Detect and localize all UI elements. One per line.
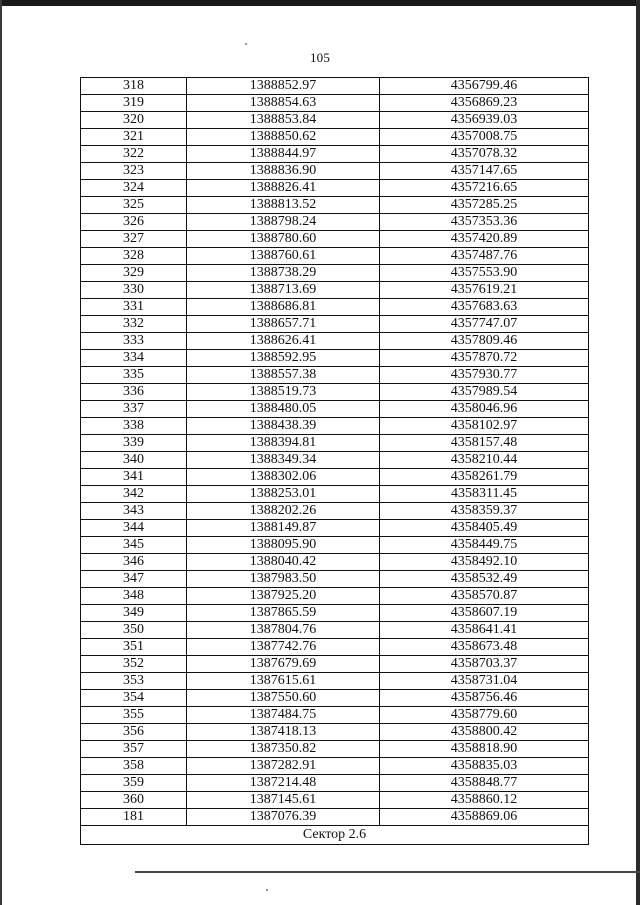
table-row (81, 265, 589, 282)
table-row (81, 78, 589, 95)
x-coordinate-cell: 1387282.91 (187, 758, 380, 775)
table-row (81, 435, 589, 452)
table-row (81, 469, 589, 486)
x-coordinate-cell: 1388798.24 (187, 214, 380, 231)
y-coordinate-cell: 4356939.03 (380, 112, 589, 129)
y-coordinate-cell: 4358311.45 (380, 486, 589, 503)
point-number-cell: 320 (81, 112, 187, 129)
y-coordinate-cell: 4358210.44 (380, 452, 589, 469)
x-coordinate-cell: 1388349.34 (187, 452, 380, 469)
coordinates-table-container (80, 77, 588, 845)
table-row (81, 809, 589, 826)
table-row (81, 299, 589, 316)
point-number-cell: 341 (81, 469, 187, 486)
point-number-cell: 181 (81, 809, 187, 826)
x-coordinate-cell: 1388686.81 (187, 299, 380, 316)
point-number-cell: 354 (81, 690, 187, 707)
y-coordinate-cell: 4357285.25 (380, 197, 589, 214)
y-coordinate-cell: 4358492.10 (380, 554, 589, 571)
point-number-cell: 337 (81, 401, 187, 418)
table-body (81, 78, 589, 826)
scan-bottom-line (135, 871, 640, 873)
y-coordinate-cell: 4358157.48 (380, 435, 589, 452)
x-coordinate-cell: 1388202.26 (187, 503, 380, 520)
point-number-cell: 326 (81, 214, 187, 231)
y-coordinate-cell: 4358261.79 (380, 469, 589, 486)
y-coordinate-cell: 4357216.65 (380, 180, 589, 197)
point-number-cell: 356 (81, 724, 187, 741)
y-coordinate-cell: 4358359.37 (380, 503, 589, 520)
table-row (81, 622, 589, 639)
table-row (81, 146, 589, 163)
point-number-cell: 319 (81, 95, 187, 112)
table-row (81, 197, 589, 214)
y-coordinate-cell: 4358102.97 (380, 418, 589, 435)
point-number-cell: 318 (81, 78, 187, 95)
point-number-cell: 346 (81, 554, 187, 571)
point-number-cell: 335 (81, 367, 187, 384)
point-number-cell: 332 (81, 316, 187, 333)
y-coordinate-cell: 4356869.23 (380, 95, 589, 112)
point-number-cell: 345 (81, 537, 187, 554)
x-coordinate-cell: 1388780.60 (187, 231, 380, 248)
table-row (81, 452, 589, 469)
scan-right-border (636, 0, 640, 905)
point-number-cell: 329 (81, 265, 187, 282)
scan-speck (266, 889, 268, 891)
y-coordinate-cell: 4357809.46 (380, 333, 589, 350)
table-row (81, 554, 589, 571)
y-coordinate-cell: 4357683.63 (380, 299, 589, 316)
point-number-cell: 340 (81, 452, 187, 469)
table-row (81, 163, 589, 180)
x-coordinate-cell: 1387804.76 (187, 622, 380, 639)
point-number-cell: 324 (81, 180, 187, 197)
point-number-cell: 357 (81, 741, 187, 758)
x-coordinate-cell: 1388844.97 (187, 146, 380, 163)
point-number-cell: 323 (81, 163, 187, 180)
point-number-cell: 344 (81, 520, 187, 537)
table-row (81, 367, 589, 384)
y-coordinate-cell: 4358800.42 (380, 724, 589, 741)
y-coordinate-cell: 4358703.37 (380, 656, 589, 673)
y-coordinate-cell: 4358835.03 (380, 758, 589, 775)
x-coordinate-cell: 1388813.52 (187, 197, 380, 214)
y-coordinate-cell: 4358532.49 (380, 571, 589, 588)
table-row (81, 656, 589, 673)
table-row (81, 214, 589, 231)
table-row (81, 503, 589, 520)
x-coordinate-cell: 1388253.01 (187, 486, 380, 503)
point-number-cell: 348 (81, 588, 187, 605)
table-row (81, 248, 589, 265)
point-number-cell: 336 (81, 384, 187, 401)
x-coordinate-cell: 1388149.87 (187, 520, 380, 537)
x-coordinate-cell: 1388040.42 (187, 554, 380, 571)
y-coordinate-cell: 4358869.06 (380, 809, 589, 826)
point-number-cell: 353 (81, 673, 187, 690)
table-row (81, 129, 589, 146)
table-footer-row (81, 826, 589, 845)
y-coordinate-cell: 4356799.46 (380, 78, 589, 95)
table-row (81, 486, 589, 503)
point-number-cell: 359 (81, 775, 187, 792)
y-coordinate-cell: 4357930.77 (380, 367, 589, 384)
table-row (81, 707, 589, 724)
x-coordinate-cell: 1387145.61 (187, 792, 380, 809)
table-row (81, 520, 589, 537)
x-coordinate-cell: 1388852.97 (187, 78, 380, 95)
point-number-cell: 331 (81, 299, 187, 316)
point-number-cell: 343 (81, 503, 187, 520)
x-coordinate-cell: 1387418.13 (187, 724, 380, 741)
x-coordinate-cell: 1387983.50 (187, 571, 380, 588)
x-coordinate-cell: 1388438.39 (187, 418, 380, 435)
x-coordinate-cell: 1388302.06 (187, 469, 380, 486)
table-row (81, 690, 589, 707)
table-row (81, 724, 589, 741)
table-row (81, 741, 589, 758)
table-row (81, 231, 589, 248)
x-coordinate-cell: 1387865.59 (187, 605, 380, 622)
x-coordinate-cell: 1388760.61 (187, 248, 380, 265)
sector-label: Сектор 2.6 (81, 826, 589, 845)
table-row (81, 605, 589, 622)
x-coordinate-cell: 1387350.82 (187, 741, 380, 758)
table-row (81, 112, 589, 129)
table-row (81, 537, 589, 554)
x-coordinate-cell: 1388480.05 (187, 401, 380, 418)
x-coordinate-cell: 1388095.90 (187, 537, 380, 554)
table-row (81, 588, 589, 605)
y-coordinate-cell: 4357619.21 (380, 282, 589, 299)
point-number-cell: 347 (81, 571, 187, 588)
table-row (81, 775, 589, 792)
table-row (81, 384, 589, 401)
table-row (81, 418, 589, 435)
point-number-cell: 327 (81, 231, 187, 248)
x-coordinate-cell: 1388854.63 (187, 95, 380, 112)
y-coordinate-cell: 4357353.36 (380, 214, 589, 231)
y-coordinate-cell: 4357870.72 (380, 350, 589, 367)
x-coordinate-cell: 1388836.90 (187, 163, 380, 180)
table-row (81, 95, 589, 112)
scan-speck (245, 43, 247, 45)
y-coordinate-cell: 4357487.76 (380, 248, 589, 265)
x-coordinate-cell: 1388394.81 (187, 435, 380, 452)
y-coordinate-cell: 4358848.77 (380, 775, 589, 792)
point-number-cell: 338 (81, 418, 187, 435)
point-number-cell: 342 (81, 486, 187, 503)
point-number-cell: 330 (81, 282, 187, 299)
page-number: 105 (309, 50, 331, 65)
point-number-cell: 321 (81, 129, 187, 146)
x-coordinate-cell: 1388738.29 (187, 265, 380, 282)
y-coordinate-cell: 4357420.89 (380, 231, 589, 248)
point-number-cell: 333 (81, 333, 187, 350)
table-row (81, 180, 589, 197)
x-coordinate-cell: 1388626.41 (187, 333, 380, 350)
y-coordinate-cell: 4358405.49 (380, 520, 589, 537)
y-coordinate-cell: 4357747.07 (380, 316, 589, 333)
y-coordinate-cell: 4358860.12 (380, 792, 589, 809)
y-coordinate-cell: 4358673.48 (380, 639, 589, 656)
table-row (81, 333, 589, 350)
y-coordinate-cell: 4358570.87 (380, 588, 589, 605)
scan-top-border (0, 0, 640, 6)
y-coordinate-cell: 4357147.65 (380, 163, 589, 180)
table-row (81, 350, 589, 367)
point-number-cell: 358 (81, 758, 187, 775)
x-coordinate-cell: 1388853.84 (187, 112, 380, 129)
x-coordinate-cell: 1387484.75 (187, 707, 380, 724)
y-coordinate-cell: 4358607.19 (380, 605, 589, 622)
y-coordinate-cell: 4358756.46 (380, 690, 589, 707)
x-coordinate-cell: 1388850.62 (187, 129, 380, 146)
y-coordinate-cell: 4357078.32 (380, 146, 589, 163)
point-number-cell: 325 (81, 197, 187, 214)
x-coordinate-cell: 1388519.73 (187, 384, 380, 401)
y-coordinate-cell: 4358449.75 (380, 537, 589, 554)
table-row (81, 792, 589, 809)
point-number-cell: 351 (81, 639, 187, 656)
point-number-cell: 355 (81, 707, 187, 724)
table-row (81, 758, 589, 775)
x-coordinate-cell: 1387214.48 (187, 775, 380, 792)
scan-left-border (0, 0, 2, 905)
table-row (81, 401, 589, 418)
coordinates-table (80, 77, 589, 845)
point-number-cell: 350 (81, 622, 187, 639)
y-coordinate-cell: 4358731.04 (380, 673, 589, 690)
point-number-cell: 322 (81, 146, 187, 163)
y-coordinate-cell: 4358641.41 (380, 622, 589, 639)
x-coordinate-cell: 1388557.38 (187, 367, 380, 384)
y-coordinate-cell: 4358046.96 (380, 401, 589, 418)
point-number-cell: 328 (81, 248, 187, 265)
point-number-cell: 349 (81, 605, 187, 622)
x-coordinate-cell: 1388592.95 (187, 350, 380, 367)
x-coordinate-cell: 1388657.71 (187, 316, 380, 333)
x-coordinate-cell: 1388713.69 (187, 282, 380, 299)
table-row (81, 316, 589, 333)
x-coordinate-cell: 1387679.69 (187, 656, 380, 673)
x-coordinate-cell: 1387076.39 (187, 809, 380, 826)
x-coordinate-cell: 1387550.60 (187, 690, 380, 707)
table-row (81, 673, 589, 690)
x-coordinate-cell: 1387615.61 (187, 673, 380, 690)
y-coordinate-cell: 4357553.90 (380, 265, 589, 282)
point-number-cell: 352 (81, 656, 187, 673)
point-number-cell: 360 (81, 792, 187, 809)
point-number-cell: 339 (81, 435, 187, 452)
y-coordinate-cell: 4357008.75 (380, 129, 589, 146)
table-row (81, 639, 589, 656)
y-coordinate-cell: 4357989.54 (380, 384, 589, 401)
x-coordinate-cell: 1387742.76 (187, 639, 380, 656)
table-row (81, 571, 589, 588)
y-coordinate-cell: 4358818.90 (380, 741, 589, 758)
x-coordinate-cell: 1388826.41 (187, 180, 380, 197)
x-coordinate-cell: 1387925.20 (187, 588, 380, 605)
point-number-cell: 334 (81, 350, 187, 367)
table-row (81, 282, 589, 299)
y-coordinate-cell: 4358779.60 (380, 707, 589, 724)
